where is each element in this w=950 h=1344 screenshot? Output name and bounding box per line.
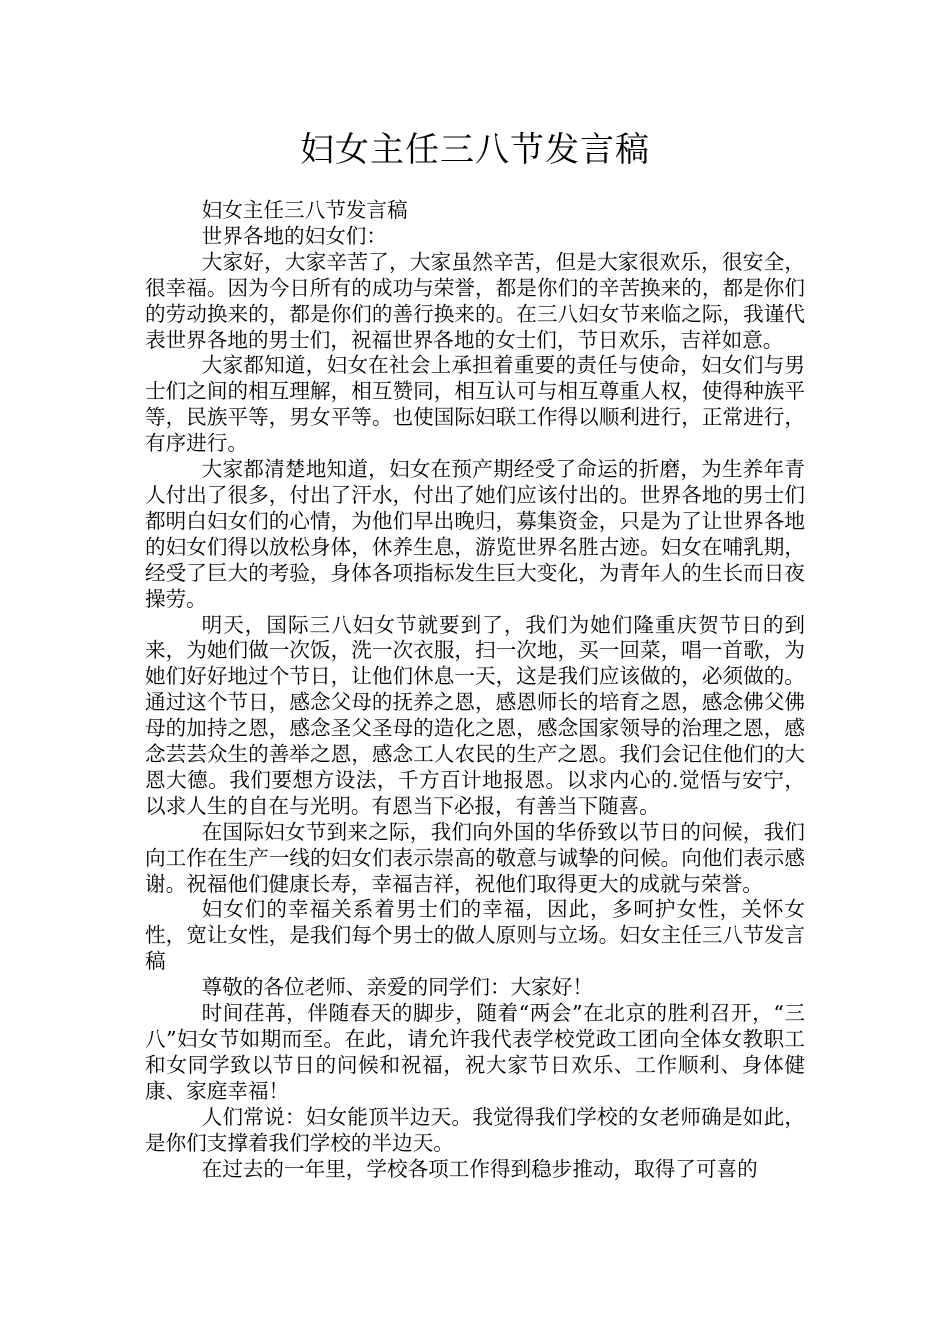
document-body xyxy=(145,198,805,1182)
paragraph: 大家好，大家辛苦了，大家虽然辛苦，但是大家很欢乐，很安全，很幸福。因为今日所有的成功与荣誉，都是你们的辛苦换来的，都是你们的劳动换来的，都是你们的善行换来的。在三八妇女节来临之际，我谨代表世界各地的男士们，祝福世界各地的女士们，节日欢乐，吉祥如意。 xyxy=(145,249,805,352)
paragraph: 尊敬的各位老师、亲爱的同学们：大家好！ xyxy=(201,975,593,1000)
paragraph: 时间荏苒，伴随春天的脚步，随着“两会”在北京的胜利召开，“三八”妇女节如期而至。在此，请允许我代表学校党政工团向全体女教职工和女同学致以节日的问候和祝福，祝大家节日欢乐、工作顺利、身体健康、家庭幸福！ xyxy=(145,1001,805,1103)
paragraph: 大家都清楚地知道，妇女在预产期经受了命运的折磨，为生养年青人付出了很多，付出了汗水，付出了她们应该付出的。世界各地的男士们都明白妇女们的心情，为他们早出晚归，募集资金，只是为了让世界各地的妇女们得以放松身体，休养生息，游览世界名胜古迹。妇女在哺乳期，经受了巨大的考验，身体各项指标发生巨大变化，为青年人的生长而日夜操劳。 xyxy=(145,457,805,611)
paragraph: 妇女们的幸福关系着男士们的幸福，因此，多呵护女性，关怀女性，宽让女性，是我们每个男士的做人原则与立场。妇女主任三八节发言稿 xyxy=(145,897,805,974)
paragraph: 大家都知道，妇女在社会上承担着重要的责任与使命，妇女们与男士们之间的相互理解，相互赞同，相互认可与相互尊重人权，使得种族平等，民族平等，男女平等。也使国际妇联工作得以顺利进行，正常进行，有序进行。 xyxy=(145,353,805,456)
paragraph: 在国际妇女节到来之际，我们向外国的华侨致以节日的问候，我们向工作在生产一线的妇女们表示崇高的敬意与诚挚的问候。向他们表示感谢。祝福他们健康长寿，幸福吉祥，祝他们取得更大的成就与荣誉。 xyxy=(145,819,805,896)
paragraph: 世界各地的妇女们： xyxy=(201,223,387,248)
document-title: 妇女主任三八节发言稿 xyxy=(300,130,650,170)
paragraph: 妇女主任三八节发言稿 xyxy=(201,198,408,222)
paragraph: 人们常说：妇女能顶半边天。我觉得我们学校的女老师确是如此，是你们支撑着我们学校的半边天。 xyxy=(145,1104,805,1155)
paragraph: 明天，国际三八妇女节就要到了，我们为她们隆重庆贺节日的到来，为她们做一次饭，洗一次衣服，扫一次地，买一回菜，唱一首歌，为她们好好地过个节日，让他们休息一天，这是我们应该做的，必须做的。通过这个节日，感念父母的抚养之恩，感恩师长的培育之恩，感念佛父佛母的加持之恩，感念圣父圣母的造化之恩，感念国家领导的治理之恩，感念芸芸众生的善举之恩，感念工人农民的生产之恩。我们会记住他们的大恩大德。我们要想方设法，千方百计地报恩。以求内心的.觉悟与安宁，以求人生的自在与光明。有恩当下必报，有善当下随喜。 xyxy=(145,612,805,818)
paragraph: 在过去的一年里，学校各项工作得到稳步推动，取得了可喜的 xyxy=(201,1156,758,1181)
